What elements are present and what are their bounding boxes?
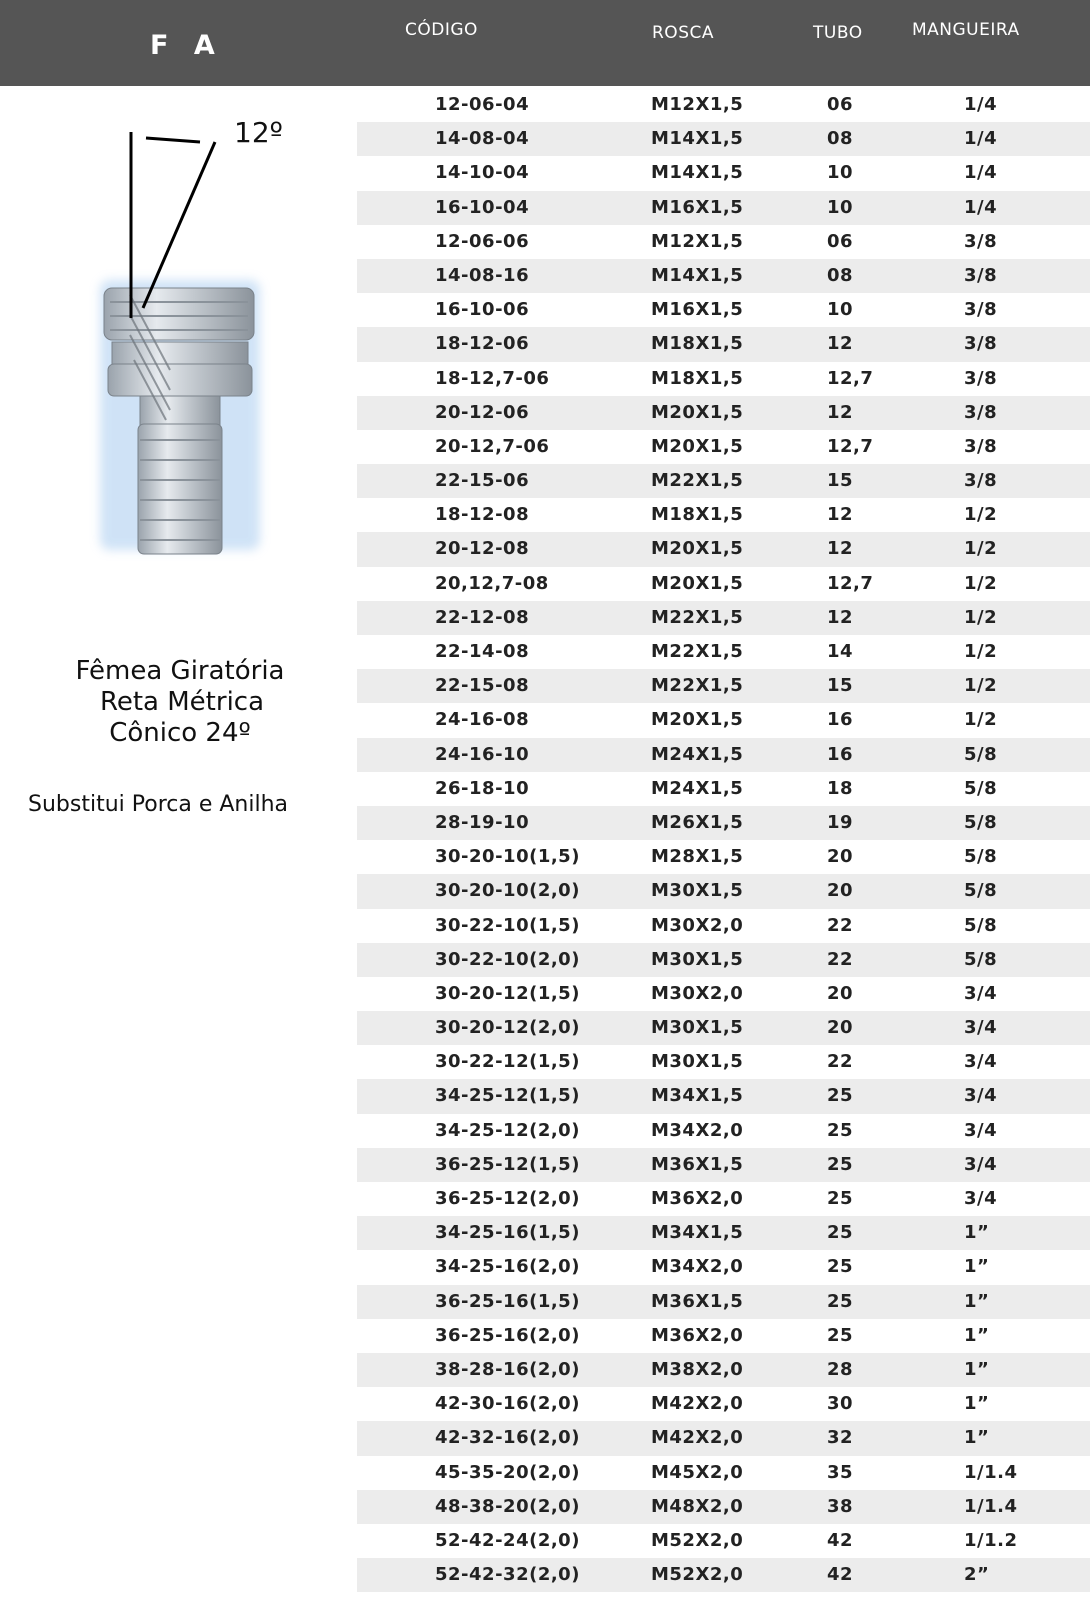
cell-mangueira: 5/8	[964, 811, 998, 833]
cell-mangueira: 1”	[964, 1393, 990, 1415]
table-row	[357, 1250, 1090, 1284]
column-header-rosca: ROSCA	[652, 23, 714, 43]
cell-mangueira: 1”	[964, 1256, 990, 1278]
cell-rosca: M30X1,5	[651, 880, 744, 902]
cell-codigo: 20,12,7-08	[435, 572, 549, 594]
table-row	[357, 1079, 1090, 1113]
table-row	[357, 191, 1090, 225]
cell-rosca: M36X2,0	[651, 1324, 744, 1346]
table-row	[357, 464, 1090, 498]
cell-tubo: 18	[827, 777, 854, 799]
cell-codigo: 20-12-06	[435, 401, 530, 423]
cell-tubo: 25	[827, 1290, 854, 1312]
table-row	[357, 1114, 1090, 1148]
table-row	[357, 601, 1090, 635]
column-header-mangueira: MANGUEIRA	[912, 20, 1020, 40]
cell-rosca: M34X2,0	[651, 1119, 744, 1141]
cell-codigo: 42-32-16(2,0)	[435, 1427, 580, 1449]
cell-mangueira: 1”	[964, 1222, 990, 1244]
cell-tubo: 42	[827, 1529, 854, 1551]
cell-mangueira: 1/1.4	[964, 1495, 1018, 1517]
cell-codigo: 24-16-10	[435, 743, 530, 765]
cell-rosca: M38X2,0	[651, 1358, 744, 1380]
table-row	[357, 1558, 1090, 1592]
cell-codigo: 24-16-08	[435, 709, 530, 731]
cell-codigo: 20-12,7-06	[435, 435, 550, 457]
cell-rosca: M30X2,0	[651, 914, 744, 936]
cell-tubo: 15	[827, 675, 854, 697]
cell-mangueira: 3/8	[964, 299, 998, 321]
cell-mangueira: 3/8	[964, 470, 998, 492]
cell-codigo: 12-06-06	[435, 230, 530, 252]
cell-mangueira: 3/4	[964, 1085, 998, 1107]
table-row	[357, 635, 1090, 669]
cell-mangueira: 1”	[964, 1427, 990, 1449]
cell-tubo: 12	[827, 606, 854, 628]
cell-codigo: 30-20-12(2,0)	[435, 1017, 580, 1039]
cell-codigo: 16-10-06	[435, 299, 530, 321]
table-row	[357, 532, 1090, 566]
cell-rosca: M48X2,0	[651, 1495, 744, 1517]
cell-mangueira: 1”	[964, 1324, 990, 1346]
product-title-line-3: Cônico 24º	[109, 718, 251, 748]
product-title-line-1: Fêmea Giratória	[75, 656, 285, 686]
table-row	[357, 1045, 1090, 1079]
cell-rosca: M20X1,5	[651, 572, 744, 594]
cell-mangueira: 1/4	[964, 162, 998, 184]
cell-codigo: 22-12-08	[435, 606, 530, 628]
cell-codigo: 12-06-04	[435, 94, 530, 115]
cell-tubo: 19	[827, 811, 854, 833]
cell-mangueira: 1/4	[964, 94, 998, 115]
cell-rosca: M22X1,5	[651, 470, 744, 492]
cell-mangueira: 3/4	[964, 1051, 998, 1073]
table-row	[357, 498, 1090, 532]
cell-rosca: M42X2,0	[651, 1427, 744, 1449]
table-row	[357, 1148, 1090, 1182]
cell-codigo: 16-10-04	[435, 196, 530, 218]
cell-rosca: M22X1,5	[651, 641, 744, 662]
cell-tubo: 12	[827, 504, 854, 526]
cell-rosca: M20X1,5	[651, 538, 744, 560]
table-row	[357, 88, 1090, 122]
cell-codigo: 30-22-10(1,5)	[435, 914, 580, 936]
table-row	[357, 122, 1090, 156]
table-row	[357, 1353, 1090, 1387]
cell-codigo: 34-25-12(1,5)	[435, 1085, 580, 1107]
cell-tubo: 06	[827, 94, 854, 115]
cell-codigo: 26-18-10	[435, 777, 530, 799]
table-row	[357, 1216, 1090, 1250]
cell-mangueira: 1/2	[964, 675, 998, 697]
table-row	[357, 430, 1090, 464]
fitting-illustration	[30, 120, 330, 580]
cell-tubo: 22	[827, 948, 854, 970]
cell-rosca: M14X1,5	[651, 264, 744, 286]
cell-mangueira: 5/8	[964, 880, 998, 902]
cell-codigo: 36-25-16(1,5)	[435, 1290, 580, 1312]
cell-mangueira: 1/1.4	[964, 1461, 1018, 1483]
table-row	[357, 806, 1090, 840]
table-row	[357, 1011, 1090, 1045]
cell-tubo: 12	[827, 401, 854, 423]
cell-mangueira: 1/2	[964, 641, 998, 662]
cell-mangueira: 3/4	[964, 1119, 998, 1141]
cell-codigo: 18-12-06	[435, 333, 530, 355]
table-row	[357, 156, 1090, 190]
table-row	[357, 703, 1090, 737]
cell-codigo: 28-19-10	[435, 811, 530, 833]
cell-rosca: M30X2,0	[651, 982, 744, 1004]
table-row	[357, 772, 1090, 806]
cell-mangueira: 3/8	[964, 401, 998, 423]
cell-rosca: M18X1,5	[651, 504, 744, 526]
cell-rosca: M36X1,5	[651, 1153, 744, 1175]
cell-mangueira: 3/8	[964, 264, 998, 286]
spec-table	[357, 88, 1090, 1592]
table-row	[357, 293, 1090, 327]
cell-rosca: M42X2,0	[651, 1393, 744, 1415]
table-row	[357, 1456, 1090, 1490]
cell-mangueira: 1/2	[964, 709, 998, 731]
cell-mangueira: 1/4	[964, 196, 998, 218]
cell-rosca: M30X1,5	[651, 1017, 744, 1039]
cell-mangueira: 5/8	[964, 846, 998, 868]
cell-codigo: 38-28-16(2,0)	[435, 1358, 580, 1380]
cell-tubo: 25	[827, 1119, 854, 1141]
cell-codigo: 42-30-16(2,0)	[435, 1393, 580, 1415]
cell-mangueira: 3/4	[964, 1153, 998, 1175]
table-row	[357, 1421, 1090, 1455]
cell-rosca: M34X1,5	[651, 1085, 744, 1107]
cell-codigo: 48-38-20(2,0)	[435, 1495, 580, 1517]
cell-tubo: 12,7	[827, 367, 874, 389]
cell-rosca: M36X1,5	[651, 1290, 744, 1312]
cell-tubo: 12,7	[827, 572, 874, 594]
cell-tubo: 16	[827, 709, 854, 731]
product-subtitle: Substitui Porca e Anilha	[28, 792, 288, 817]
table-row	[357, 1387, 1090, 1421]
table-row	[357, 1285, 1090, 1319]
cell-tubo: 30	[827, 1393, 854, 1415]
table-row	[357, 1319, 1090, 1353]
cell-codigo: 14-10-04	[435, 162, 530, 184]
cell-rosca: M18X1,5	[651, 367, 744, 389]
cell-rosca: M22X1,5	[651, 675, 744, 697]
table-row	[357, 1182, 1090, 1216]
cell-codigo: 30-22-10(2,0)	[435, 948, 580, 970]
table-row	[357, 909, 1090, 943]
cell-mangueira: 3/4	[964, 982, 998, 1004]
cell-mangueira: 3/4	[964, 1017, 998, 1039]
cell-tubo: 10	[827, 299, 854, 321]
cell-tubo: 25	[827, 1256, 854, 1278]
cell-mangueira: 1”	[964, 1358, 990, 1380]
cell-mangueira: 5/8	[964, 777, 998, 799]
cell-tubo: 20	[827, 880, 854, 902]
cell-tubo: 10	[827, 196, 854, 218]
brand-title: F A	[150, 30, 223, 61]
table-row	[357, 1490, 1090, 1524]
cell-rosca: M34X2,0	[651, 1256, 744, 1278]
cell-mangueira: 1/4	[964, 128, 998, 150]
cell-codigo: 45-35-20(2,0)	[435, 1461, 580, 1483]
cell-tubo: 08	[827, 264, 854, 286]
cell-tubo: 12,7	[827, 435, 874, 457]
cell-rosca: M12X1,5	[651, 230, 744, 252]
cell-codigo: 22-15-06	[435, 470, 530, 492]
cell-codigo: 30-22-12(1,5)	[435, 1051, 580, 1073]
cell-tubo: 20	[827, 846, 854, 868]
angle-label: 12º	[234, 116, 283, 149]
table-row	[357, 840, 1090, 874]
cell-tubo: 25	[827, 1085, 854, 1107]
cell-mangueira: 3/8	[964, 333, 998, 355]
cell-rosca: M30X1,5	[651, 948, 744, 970]
cell-codigo: 52-42-32(2,0)	[435, 1564, 580, 1586]
table-row	[357, 874, 1090, 908]
cell-codigo: 30-20-12(1,5)	[435, 982, 580, 1004]
cell-codigo: 34-25-12(2,0)	[435, 1119, 580, 1141]
cell-tubo: 35	[827, 1461, 854, 1483]
cell-rosca: M20X1,5	[651, 435, 744, 457]
cell-rosca: M36X2,0	[651, 1188, 744, 1209]
cell-mangueira: 3/8	[964, 367, 998, 389]
product-title-line-2: Reta Métrica	[99, 687, 265, 717]
cell-rosca: M24X1,5	[651, 777, 744, 799]
cell-rosca: M14X1,5	[651, 162, 744, 184]
cell-codigo: 36-25-16(2,0)	[435, 1324, 580, 1346]
cell-tubo: 22	[827, 1051, 854, 1073]
cell-mangueira: 5/8	[964, 914, 998, 936]
header-bar	[0, 0, 1090, 86]
cell-mangueira: 3/4	[964, 1188, 998, 1209]
column-header-codigo: CÓDIGO	[405, 20, 478, 40]
cell-tubo: 25	[827, 1188, 854, 1209]
cell-codigo: 14-08-16	[435, 264, 530, 286]
cell-rosca: M16X1,5	[651, 196, 744, 218]
cell-rosca: M24X1,5	[651, 743, 744, 765]
table-row	[357, 327, 1090, 361]
cell-codigo: 20-12-08	[435, 538, 530, 560]
cell-mangueira: 1/2	[964, 572, 998, 594]
cell-codigo: 34-25-16(1,5)	[435, 1222, 580, 1244]
table-row	[357, 977, 1090, 1011]
cell-mangueira: 3/8	[964, 230, 998, 252]
cell-mangueira: 3/8	[964, 435, 998, 457]
cell-tubo: 28	[827, 1358, 854, 1380]
cell-tubo: 14	[827, 641, 854, 662]
cell-rosca: M16X1,5	[651, 299, 744, 321]
cell-tubo: 20	[827, 1017, 854, 1039]
cell-mangueira: 1”	[964, 1290, 990, 1312]
table-row	[357, 396, 1090, 430]
cell-rosca: M34X1,5	[651, 1222, 744, 1244]
cell-tubo: 12	[827, 538, 854, 560]
cell-rosca: M52X2,0	[651, 1564, 744, 1586]
cell-rosca: M20X1,5	[651, 401, 744, 423]
cell-codigo: 18-12-08	[435, 504, 530, 526]
cell-rosca: M52X2,0	[651, 1529, 744, 1551]
cell-mangueira: 5/8	[964, 948, 998, 970]
cell-rosca: M20X1,5	[651, 709, 744, 731]
table-row	[357, 225, 1090, 259]
table-row	[357, 1524, 1090, 1558]
cell-rosca: M18X1,5	[651, 333, 744, 355]
cell-codigo: 14-08-04	[435, 128, 530, 150]
table-row	[357, 943, 1090, 977]
cell-tubo: 10	[827, 162, 854, 184]
cell-rosca: M14X1,5	[651, 128, 744, 150]
table-row	[357, 567, 1090, 601]
cell-rosca: M26X1,5	[651, 811, 744, 833]
cell-tubo: 12	[827, 333, 854, 355]
cell-tubo: 42	[827, 1564, 854, 1586]
cell-codigo: 22-15-08	[435, 675, 530, 697]
cell-mangueira: 1/2	[964, 606, 998, 628]
table-row	[357, 738, 1090, 772]
cell-rosca: M45X2,0	[651, 1461, 744, 1483]
cell-codigo: 52-42-24(2,0)	[435, 1529, 580, 1551]
cell-tubo: 25	[827, 1324, 854, 1346]
cell-tubo: 16	[827, 743, 854, 765]
table-row	[357, 362, 1090, 396]
cell-tubo: 20	[827, 982, 854, 1004]
cell-codigo: 18-12,7-06	[435, 367, 550, 389]
cell-codigo: 36-25-12(2,0)	[435, 1188, 580, 1209]
cell-codigo: 30-20-10(2,0)	[435, 880, 580, 902]
cell-tubo: 15	[827, 470, 854, 492]
table-row	[357, 259, 1090, 293]
cell-tubo: 22	[827, 914, 854, 936]
column-header-tubo: TUBO	[813, 23, 863, 43]
cell-tubo: 25	[827, 1153, 854, 1175]
cell-rosca: M22X1,5	[651, 606, 744, 628]
cell-rosca: M28X1,5	[651, 846, 744, 868]
cell-rosca: M30X1,5	[651, 1051, 744, 1073]
cell-mangueira: 1/2	[964, 504, 998, 526]
cell-tubo: 25	[827, 1222, 854, 1244]
cell-tubo: 08	[827, 128, 854, 150]
cell-codigo: 36-25-12(1,5)	[435, 1153, 580, 1175]
cell-codigo: 34-25-16(2,0)	[435, 1256, 580, 1278]
cell-mangueira: 1/1.2	[964, 1529, 1018, 1551]
table-row	[357, 669, 1090, 703]
cell-mangueira: 2”	[964, 1564, 990, 1586]
cell-mangueira: 1/2	[964, 538, 998, 560]
cell-codigo: 22-14-08	[435, 641, 530, 662]
cell-rosca: M12X1,5	[651, 94, 744, 115]
cell-codigo: 30-20-10(1,5)	[435, 846, 580, 868]
cell-tubo: 06	[827, 230, 854, 252]
cell-mangueira: 5/8	[964, 743, 998, 765]
cell-tubo: 32	[827, 1427, 854, 1449]
cell-tubo: 38	[827, 1495, 854, 1517]
